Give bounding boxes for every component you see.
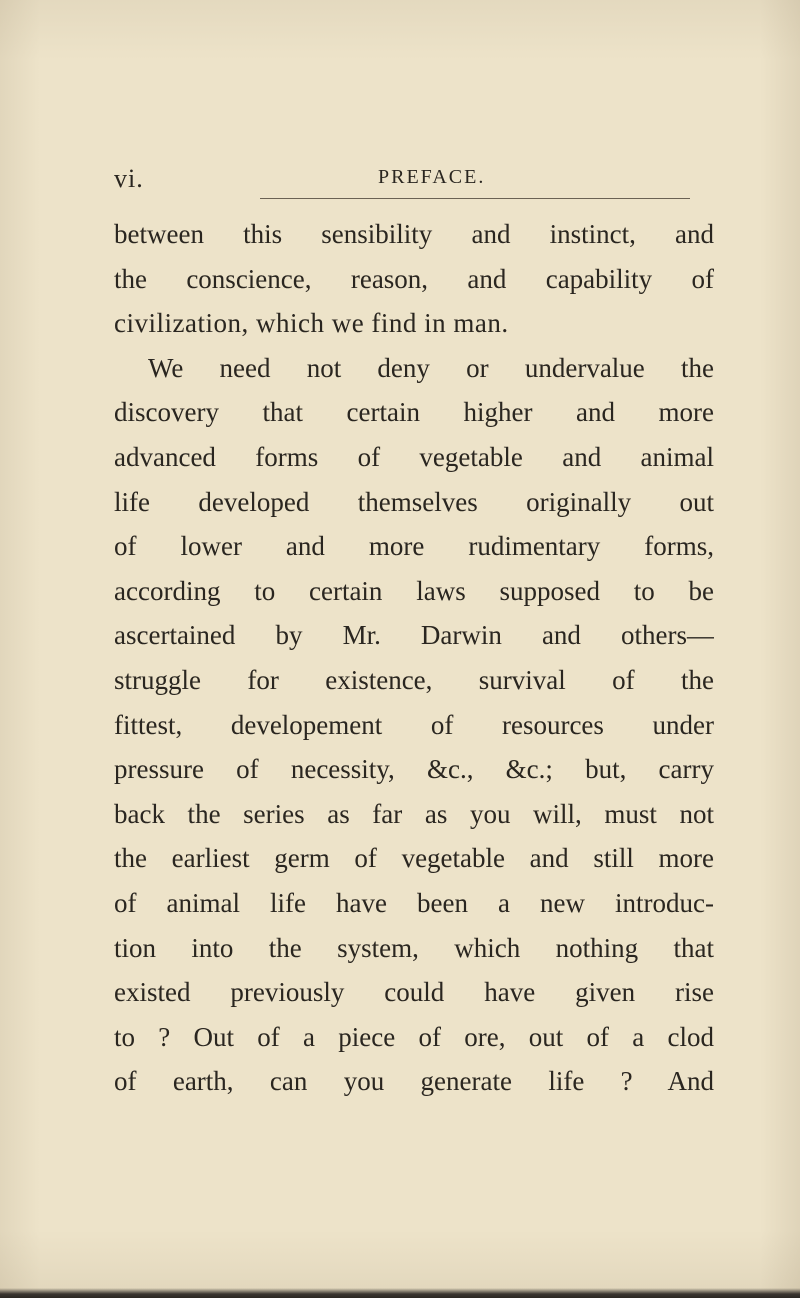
text-line: tion into the system, which nothing that — [114, 932, 714, 963]
text-line: to ? Out of a piece of ore, out of a clod — [114, 1021, 714, 1052]
text-line: advanced forms of vegetable and animal — [114, 441, 714, 472]
text-line: fittest, developement of resources under — [114, 709, 714, 740]
text-line: discovery that certain higher and more — [114, 397, 714, 428]
running-head: PREFACE. — [378, 166, 486, 188]
text-line: back the series as far as you will, must not — [114, 798, 714, 829]
text-line: between this sensibility and instinct, and — [114, 219, 714, 249]
text-line: the conscience, reason, and capability of — [114, 263, 714, 294]
text-line: We need not deny or undervalue the — [148, 352, 714, 383]
text-line: of animal life have been a new introduc- — [114, 887, 714, 918]
text-line: of earth, can you generate life ? And — [114, 1066, 714, 1097]
text-line: life developed themselves originally out — [114, 486, 714, 517]
text-line: pressure of necessity, &c., &c.; but, carry — [114, 754, 714, 785]
text-line: civilization, which we find in man. — [114, 308, 509, 339]
body-text — [114, 212, 714, 1104]
text-line: struggle for existence, survival of the — [114, 664, 714, 695]
text-line: according to certain laws supposed to be — [114, 575, 714, 606]
page-header — [0, 160, 800, 200]
text-line: existed previously could have given rise — [114, 977, 714, 1008]
text-line: ascertained by Mr. Darwin and others— — [114, 620, 714, 651]
page-bottom-edge — [0, 1288, 800, 1298]
text-line: of lower and more rudimentary forms, — [114, 531, 714, 562]
header-rule — [260, 198, 690, 199]
page-number: vi. — [114, 164, 144, 193]
text-line: the earliest germ of vegetable and still more — [114, 843, 714, 874]
